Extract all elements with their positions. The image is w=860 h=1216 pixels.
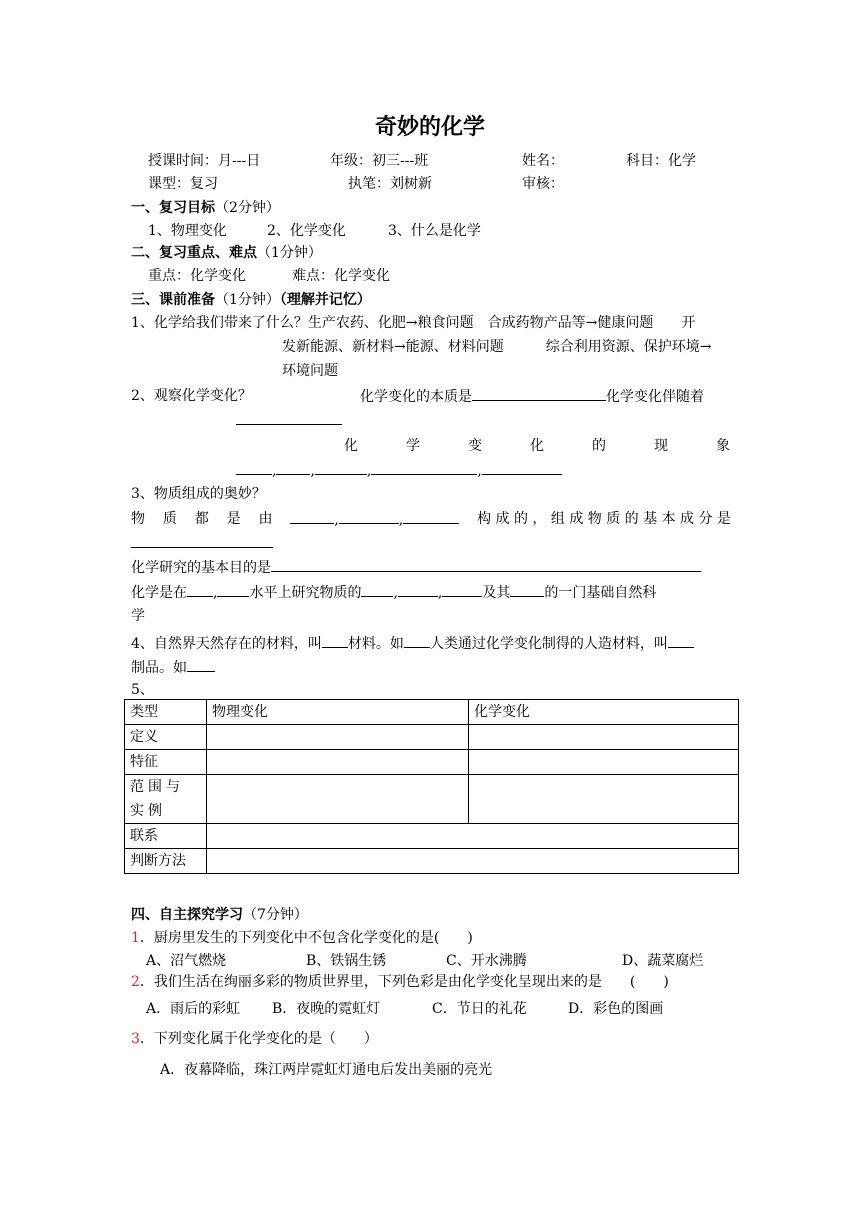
q3-def-blank[interactable] [510,582,544,597]
table-header-physical: 物理变化 [207,700,469,725]
q3-char: 都 [194,511,209,527]
section-4-time: （7分钟） [243,907,308,923]
phenomenon-blank[interactable] [315,460,367,475]
q3-def-blank[interactable] [361,582,393,597]
comma: , [477,463,482,479]
header-subject: 科目：化学 [626,153,696,169]
q3-blank[interactable] [403,509,459,524]
table-row-label: 联系 [125,824,207,849]
comma: , [310,463,315,479]
header-class-time: 授课时间：月---日 [148,153,261,169]
question-number: 2 [131,974,140,990]
q3-composition-tail: 构 成 的 ， 组 成 物 质 的 基 本 成 分 是 [477,511,731,527]
s4-question-1 [131,928,473,948]
s4-q1-option-b[interactable]: B、铁锅生锈 [306,953,387,969]
q3-def-part: 化学是在 [131,585,187,601]
header-author: 执笔：刘树新 [348,176,432,192]
q3-basic-blank-row [131,533,273,554]
table-row [125,725,739,750]
q2-phen-char: 学 [406,438,420,454]
table-row [125,849,739,874]
s4-question-3 [131,1029,378,1049]
q4-part: 4、自然界天然存在的材料，叫 [131,636,322,652]
q3-char: 质 [162,511,177,527]
q1-line-2: 发新能源、新材料→能源、材料问题 综合利用资源、保护环境→ [282,339,712,355]
q2-phen-char: 化 [530,438,544,454]
q3-def-part: 水平上研究物质的 [249,585,362,601]
q3-def-part: 的一门基础自然科 [544,585,657,601]
q4-part: 制品。如 [131,660,187,676]
table-header-type: 类型 [125,700,207,725]
s4-q3-option-a[interactable]: A．夜幕降临，珠江两岸霓虹灯通电后发出美丽的亮光 [160,1062,493,1078]
s4-q1-option-a[interactable]: A、沼气燃烧 [146,953,227,969]
table-cell[interactable] [469,775,739,824]
q3-blank[interactable] [339,509,399,524]
phenomenon-blank[interactable] [276,460,310,475]
section-3-heading [131,290,371,310]
table-row [125,750,739,775]
s4-q2-option-b[interactable]: B．夜晚的霓虹灯 [272,1001,381,1017]
phenomenon-blank[interactable] [371,460,477,475]
q3-basic-blank[interactable] [131,533,273,548]
q4-part: 人类通过化学变化制得的人造材料，叫 [429,636,668,652]
q4-blank[interactable] [404,633,430,648]
q2-essence-blank[interactable] [472,386,606,401]
phenomenon-blank[interactable] [236,460,272,475]
q4-blank[interactable] [668,633,694,648]
comma: , [366,463,372,479]
section-2-title: 二、复习重点、难点 [131,245,257,261]
table-header-chemical: 化学变化 [469,700,739,725]
q1-line-3: 环境问题 [282,363,338,379]
q2-accompany-label: 化学变化伴随着 [606,389,704,405]
table-cell[interactable] [469,750,739,775]
q3-goal-label: 化学研究的基本目的是 [131,560,271,576]
s4-question-2 [131,972,669,992]
q2-phen-char: 象 [716,438,730,454]
comma: , [398,512,404,528]
table-row-label: 范围与实例 [125,775,207,824]
section-4-heading [131,905,308,925]
difficult-point: 难点：化学变化 [292,268,390,284]
q3-definition-end: 学 [131,608,145,624]
q2-phenomena-blanks [236,460,562,481]
q3-char: 是 [226,511,241,527]
q2-label: 2、观察化学变化？ [131,388,252,404]
table-cell[interactable] [207,849,739,874]
q3-def-blank[interactable] [398,582,438,597]
q3-title: 3、物质组成的奥妙？ [131,486,266,502]
table-row [125,700,739,725]
q4-line-2 [131,657,215,678]
q2-accompany-blank[interactable] [236,410,342,425]
s4-q2-option-c[interactable]: C．节日的礼花 [432,1001,527,1017]
question-text: ．我们生活在绚丽多彩的物质世界里，下列色彩是由化学变化呈现出来的是 ( ) [139,974,669,990]
header-grade: 年级：初三---班 [330,153,429,169]
comma: , [437,585,443,601]
comma: , [393,585,398,601]
page-title: 奇妙的化学 [374,115,485,140]
q2-essence-label: 化学变化的本质是 [360,389,472,405]
table-cell[interactable] [207,725,469,750]
phenomenon-blank[interactable] [482,460,562,475]
s4-q1-option-c[interactable]: C、开水沸腾 [446,953,527,969]
q2-phen-char: 变 [468,438,482,454]
q2-phenomena-label [344,436,730,456]
comma: , [334,512,339,528]
q3-blank[interactable] [290,509,334,524]
table-row-label: 判断方法 [125,849,207,874]
q3-def-blank[interactable] [217,582,249,597]
section-2-heading [131,243,322,263]
q2-phen-char: 的 [592,438,606,454]
table-row [125,775,739,824]
goal-item-3: 3、什么是化学 [388,223,481,239]
q3-def-part: 及其 [482,585,511,601]
q3-definition [131,582,656,603]
q4-blank[interactable] [322,633,348,648]
s4-q1-option-d[interactable]: D、蔬菜腐烂 [622,953,704,969]
table-row-label: 定义 [125,725,207,750]
q2-phen-char: 化 [344,438,358,454]
table-row-label: 特征 [125,750,207,775]
q3-char: 物 [131,511,145,527]
key-point: 重点：化学变化 [148,268,246,284]
q3-goal-blank[interactable] [271,557,701,572]
q3-def-blank[interactable] [442,582,482,597]
section-2-time: （1分钟） [257,245,322,261]
q2-phen-char: 现 [654,438,668,454]
section-3-time: （1分钟） [215,292,280,308]
q3-composition [131,509,731,530]
header-lesson-type: 课型：复习 [148,176,218,192]
q4-line-1 [131,633,694,654]
table-cell[interactable] [207,824,739,849]
q3-goal [131,557,701,578]
section-1-time: （2分钟） [215,200,280,216]
q4-blank[interactable] [187,657,215,672]
comma: , [213,585,218,601]
question-text: ．下列变化属于化学变化的是（ ） [139,1031,378,1047]
table-cell[interactable] [207,750,469,775]
comma: , [272,463,277,479]
table-cell[interactable] [469,725,739,750]
comparison-table [124,699,739,874]
question-number: 3 [131,1031,140,1047]
question-number: 1 [131,930,140,946]
q3-def-blank[interactable] [187,582,213,597]
q3-char: 由 [258,511,273,527]
q2-essence [360,386,704,407]
header-reviewer: 审核： [522,176,564,192]
goal-item-1: 1、物理变化 [148,223,227,239]
goal-item-2: 2、化学变化 [267,223,346,239]
section-1-heading [131,198,280,218]
header-name: 姓名： [522,153,564,169]
section-3-note: （理解并记忆） [279,292,371,308]
q5-label: 5、 [131,682,154,698]
q4-part: 材料。如 [347,636,404,652]
section-3-title: 三、课前准备 [131,292,215,308]
table-row [125,824,739,849]
section-4-title: 四、自主探究学习 [131,907,243,923]
s4-q2-option-a[interactable]: A．雨后的彩虹 [146,1001,241,1017]
q2-accompany-blank-row [236,410,342,431]
section-1-title: 一、复习目标 [131,200,215,216]
s4-q2-option-d[interactable]: D．彩色的图画 [568,1001,664,1017]
table-cell[interactable] [207,775,469,824]
q1-line-1: 1、化学给我们带来了什么？生产农药、化肥→粮食问题 合成药物产品等→健康问题 开 [131,315,696,331]
question-text: ．厨房里发生的下列变化中不包含化学变化的是( ) [139,930,473,946]
